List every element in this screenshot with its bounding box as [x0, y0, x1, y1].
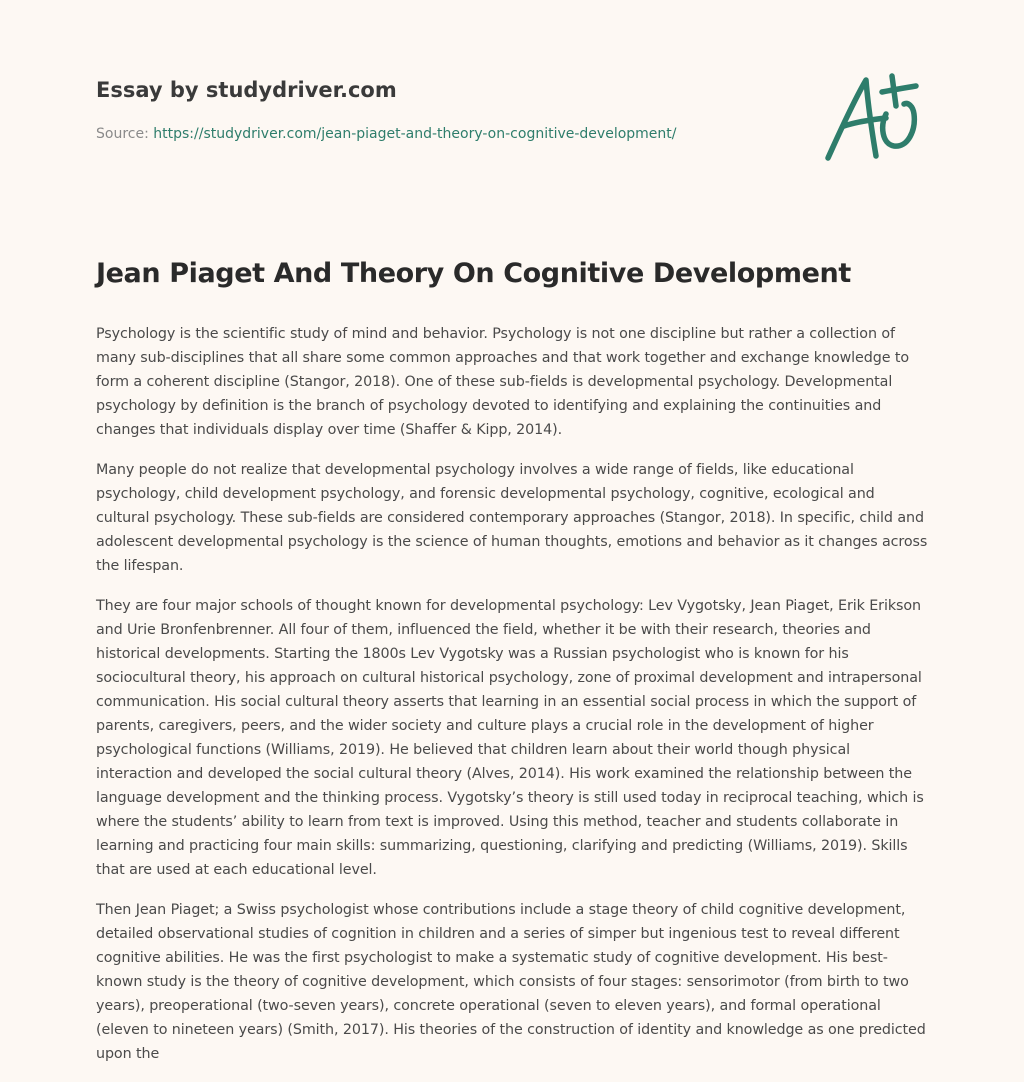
paragraph: They are four major schools of thought known for developmental psychology: Lev Vygotsky, Jean Piaget, Erik Erikson and Urie Bronfenbrenner. All four of them, influenced the field, whether it be with their research, theories and historical developments. Starting the 1800s Lev Vygotsky was a Russian psychologist who is known for his sociocultural theory, his approach on cultural historical psychology, zone of proximal development and intrapersonal communication. His social cultural theory asserts that learning in an essential social process in which the support of parents, caregivers, peers, and the wider society and culture plays a crucial role in the development of higher psychological functions (Williams, 2019). He believed that children learn about their world though physical interaction and developed the social cultural theory (Alves, 2014). His work examined the relationship between the language development and the thinking process. Vygotsky’s theory is still used today in reciprocal teaching, which is where the students’ ability to learn from text is improved. Using this method, teacher and students collaborate in learning and practicing four main skills: summarizing, questioning, clarifying and predicting (Williams, 2019). Skills that are used at each educational level.: [96, 598, 924, 878]
paragraph: Many people do not realize that developmental psychology involves a wide range of fields, like educational psychology, child development psychology, and forensic developmental psychology, cognitive, ecological and cultural psychology. These sub-fields are considered contemporary approaches (Stangor, 2018). In specific, child and adolescent developmental psychology is the science of human thoughts, emotions and behavior as it changes across the lifespan.: [96, 462, 928, 574]
source-link[interactable]: https://studydriver.com/jean-piaget-and-theory-on-cognitive-development/: [153, 126, 677, 142]
source-line: [96, 124, 796, 144]
paragraph: Then Jean Piaget; a Swiss psychologist whose contributions include a stage theory of child cognitive development, detailed observational studies of cognition in children and a series of simper but ingenious test to reveal different cognitive abilities. He was the first psychologist to make a systematic study of cognitive development. His best-known study is the theory of cognitive development, which consists of four stages: sensorimotor (from birth to two years), preoperational (two-seven years), concrete operational (seven to eleven years), and formal operational (eleven to nineteen years) (Smith, 2017). His theories of the construction of identity and knowledge as one predicted upon the: [96, 902, 926, 1062]
paragraph: Psychology is the scientific study of mind and behavior. Psychology is not one discipline but rather a collection of many sub-disciplines that all share some common approaches and that work together and exchange knowledge to form a coherent discipline (Stangor, 2018). One of these sub-fields is developmental psychology. Developmental psychology by definition is the branch of psychology devoted to identifying and explaining the continuities and changes that individuals display over time (Shaffer & Kipp, 2014).: [96, 326, 909, 438]
a-plus-grade-icon: [816, 66, 928, 166]
page-title: Jean Piaget And Theory On Cognitive Development: [96, 258, 851, 289]
article: [96, 254, 928, 1082]
site-title: Essay by studydriver.com: [96, 78, 397, 102]
essay-header: [96, 76, 796, 144]
source-label: Source:: [96, 126, 154, 142]
article-body: [96, 322, 928, 1066]
